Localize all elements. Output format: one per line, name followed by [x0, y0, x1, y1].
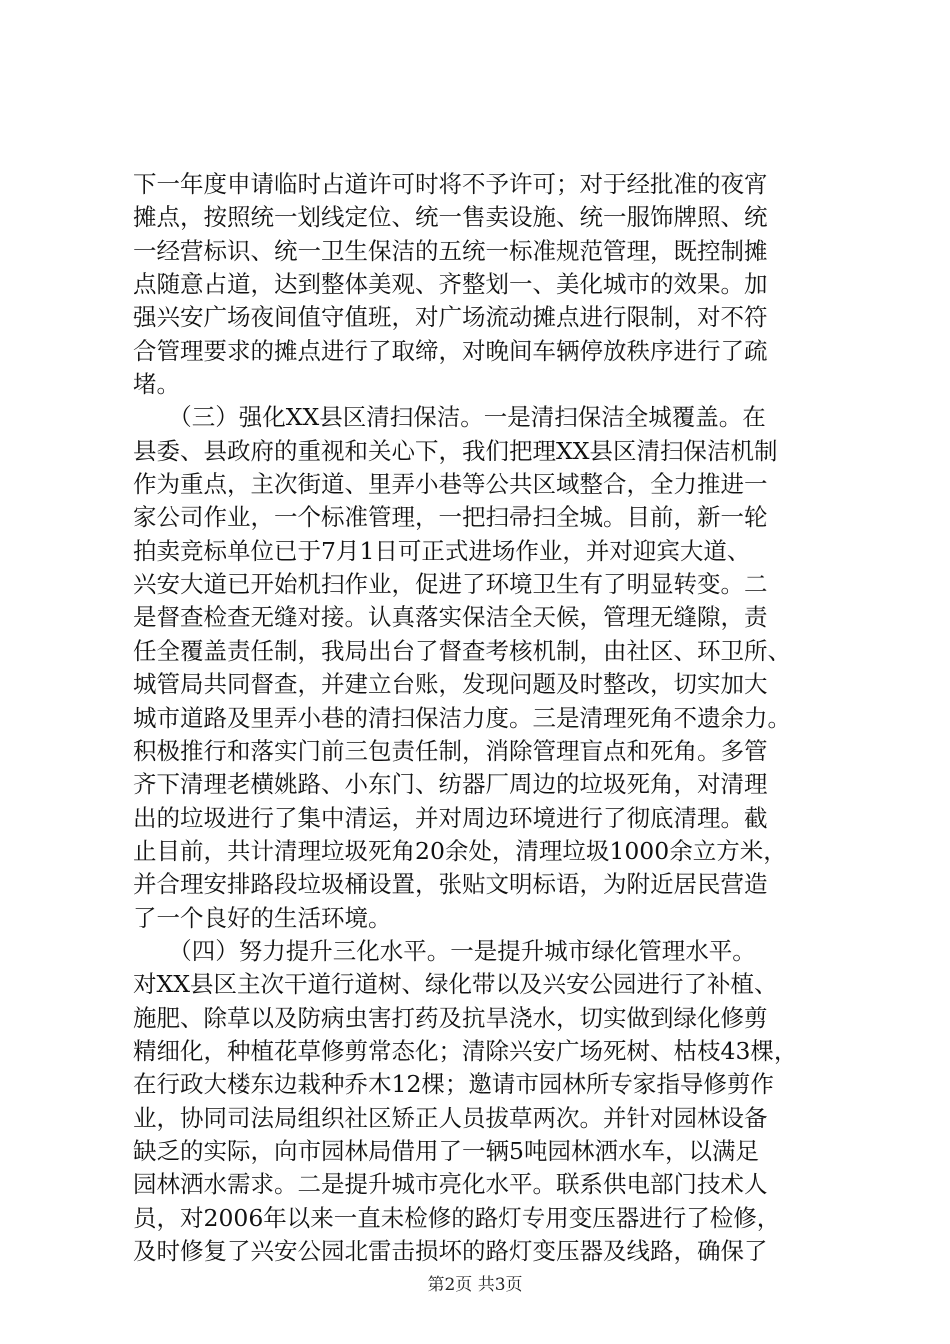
- text-line: 是督查检查无缝对接。认真落实保洁全天候，管理无缝隙，责: [133, 603, 768, 632]
- text-line: 拍卖竞标单位已于7月1日可正式进场作业，并对迎宾大道、: [133, 536, 751, 565]
- text-line: 摊点，按照统一划线定位、统一售卖设施、统一服饰牌照、统: [133, 203, 768, 232]
- text-line: 施肥、除草以及防病虫害打药及抗旱浇水，切实做到绿化修剪: [133, 1003, 768, 1032]
- text-line: 城管局共同督查，并建立台账，发现问题及时整改，切实加大: [133, 670, 768, 699]
- text-line: 园林洒水需求。二是提升城市亮化水平。联系供电部门技术人: [133, 1170, 768, 1199]
- text-line: 县委、县政府的重视和关心下，我们把理XX县区清扫保洁机制: [133, 436, 778, 465]
- text-line: 缺乏的实际，向市园林局借用了一辆5吨园林洒水车，以满足: [133, 1136, 759, 1165]
- text-line: 下一年度申请临时占道许可时将不予许可；对于经批准的夜宵: [133, 170, 768, 198]
- text-line: 堵。: [133, 370, 180, 399]
- text-line: 并合理安排路段垃圾桶设置，张贴文明标语，为附近居民营造: [133, 870, 768, 899]
- text-line: 对XX县区主次干道行道树、绿化带以及兴安公园进行了补植、: [133, 970, 778, 999]
- text-line: 在行政大楼东边栽种乔木12棵；邀请市园林所专家指导修剪作: [133, 1070, 774, 1099]
- text-line: 合管理要求的摊点进行了取缔，对晚间车辆停放秩序进行了疏: [133, 336, 768, 365]
- text-line: 强兴安广场夜间值守值班，对广场流动摊点进行限制，对不符: [133, 303, 768, 332]
- text-line: 作为重点，主次街道、里弄小巷等公共区域整合，全力推进一: [133, 470, 768, 499]
- text-line: 点随意占道，达到整体美观、齐整划一、美化城市的效果。加: [133, 270, 768, 299]
- text-line: 家公司作业，一个标准管理，一把扫帚扫全城。目前，新一轮: [133, 503, 768, 532]
- text-line: （三）强化XX县区清扫保洁。一是清扫保洁全城覆盖。在: [133, 403, 766, 432]
- text-line: 任全覆盖责任制，我局出台了督查考核机制，由社区、环卫所、: [133, 636, 791, 665]
- text-line: 员，对2006年以来一直未检修的路灯专用变压器进行了检修，: [133, 1203, 781, 1232]
- text-line: 城市道路及里弄小巷的清扫保洁力度。三是清理死角不遗余力。: [133, 703, 791, 732]
- text-line: 齐下清理老横姚路、小东门、纺器厂周边的垃圾死角，对清理: [133, 770, 768, 799]
- text-line: （四）努力提升三化水平。一是提升城市绿化管理水平。: [133, 936, 756, 965]
- text-line: 了一个良好的生活环境。: [133, 903, 392, 932]
- text-line: 精细化，种植花草修剪常态化；清除兴安广场死树、枯枝43棵，: [133, 1036, 798, 1065]
- text-line: 业，协同司法局组织社区矫正人员拔草两次。并针对园林设备: [133, 1103, 768, 1132]
- text-line: 积极推行和落实门前三包责任制，消除管理盲点和死角。多管: [133, 736, 768, 765]
- body-text: [133, 168, 853, 1268]
- text-line: 兴安大道已开始机扫作业，促进了环境卫生有了明显转变。二: [133, 570, 768, 599]
- page-footer: 第2页 共3页: [427, 1275, 523, 1295]
- text-line: 出的垃圾进行了集中清运，并对周边环境进行了彻底清理。截: [133, 803, 768, 832]
- text-line: 止目前，共计清理垃圾死角20余处，清理垃圾1000余立方米，: [133, 836, 787, 865]
- text-line: 及时修复了兴安公园北雷击损坏的路灯变压器及线路，确保了: [133, 1237, 768, 1265]
- text-line: 一经营标识、统一卫生保洁的五统一标准规范管理，既控制摊: [133, 236, 768, 265]
